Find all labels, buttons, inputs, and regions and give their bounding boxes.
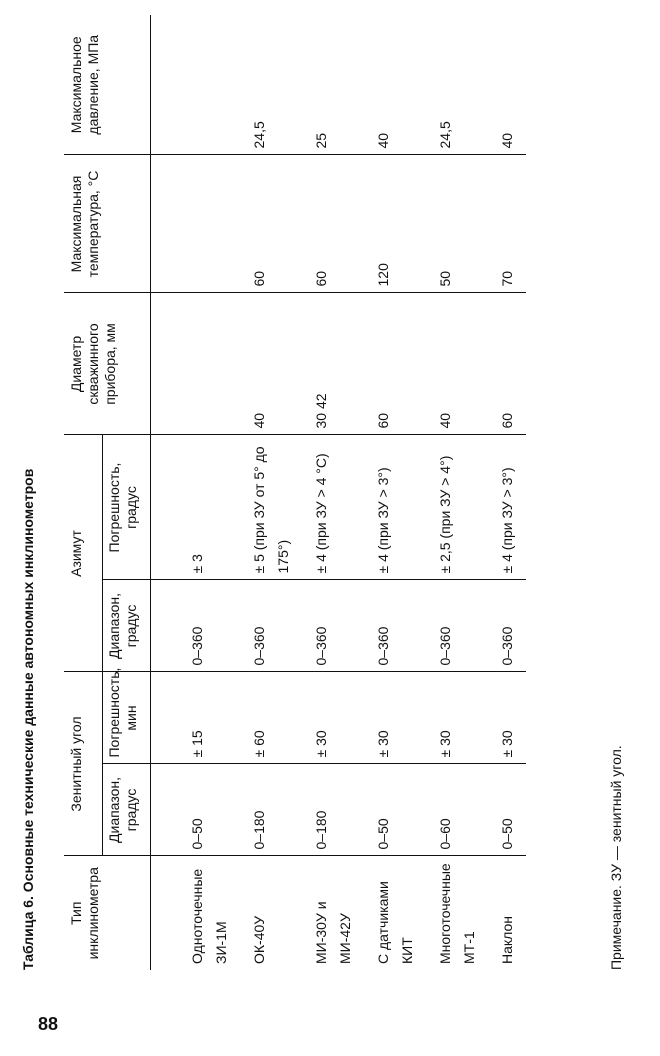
header-temperature: Максимальная температура, °С (64, 155, 151, 293)
cell-zenith-error: ± 60 (240, 672, 302, 764)
cell-type: Одноточечные ЗИ-1М (189, 868, 229, 964)
header-azimuth-error: Погрешность, градус (103, 435, 151, 580)
cell-pressure: 24,5 (240, 15, 302, 155)
table-row (426, 15, 488, 970)
cell-azimuth-error: ± 4 (при ЗУ > 4 °С) (302, 435, 364, 580)
cell-zenith-range: 0–180 (302, 764, 364, 856)
cell-pressure: 24,5 (426, 15, 488, 155)
table-row (488, 15, 526, 970)
rotated-page-content (20, 10, 640, 970)
table-row (302, 15, 364, 970)
cell-diameter: 60 (488, 293, 526, 435)
header-zenith-error: Погрешность, мин (103, 672, 151, 764)
header-azimuth-range: Диапазон, градус (103, 580, 151, 672)
header-pressure: Максимальное давление, МПа (64, 15, 151, 155)
table-row (240, 15, 302, 970)
header-azimuth-group: Азимут (64, 435, 103, 672)
cell-temperature (151, 155, 241, 293)
header-zenith-group: Зенитный угол (64, 672, 103, 856)
cell-type: Наклон (499, 915, 515, 964)
header-type: Тип инклинометра (64, 856, 151, 970)
cell-diameter: 60 (364, 293, 426, 435)
cell-zenith-range: 0–180 (240, 764, 302, 856)
table-title: Таблица 6. Основные технические данные автономных инклинометров (20, 468, 36, 970)
cell-temperature: 60 (302, 155, 364, 293)
cell-zenith-range: 0–50 (364, 764, 426, 856)
page-number: 88 (38, 1014, 59, 1034)
cell-azimuth-range: 0–360 (151, 580, 241, 672)
cell-azimuth-range: 0–360 (302, 580, 364, 672)
cell-diameter: 30 42 (302, 293, 364, 435)
cell-diameter (151, 293, 241, 435)
cell-diameter: 40 (240, 293, 302, 435)
cell-zenith-error: ± 30 (302, 672, 364, 764)
cell-azimuth-error: ± 4 (при ЗУ > 3°) (488, 435, 526, 580)
cell-zenith-error: ± 30 (364, 672, 426, 764)
cell-diameter: 40 (426, 293, 488, 435)
cell-azimuth-range: 0–360 (426, 580, 488, 672)
table-note: Примечание. ЗУ — зенитный угол. (608, 745, 624, 970)
cell-zenith-range: 0–60 (426, 764, 488, 856)
cell-temperature: 60 (240, 155, 302, 293)
cell-temperature: 70 (488, 155, 526, 293)
cell-azimuth-range: 0–360 (488, 580, 526, 672)
cell-azimuth-error: ± 5 (при ЗУ от 5° до 175°) (240, 435, 302, 580)
cell-zenith-range: 0–50 (488, 764, 526, 856)
cell-zenith-error: ± 30 (488, 672, 526, 764)
cell-type: Многоточечные МТ-1 (437, 863, 477, 964)
cell-pressure: 40 (488, 15, 526, 155)
cell-azimuth-error: ± 3 (151, 435, 241, 580)
cell-zenith-error: ± 30 (426, 672, 488, 764)
table-row (151, 15, 241, 970)
cell-pressure (151, 15, 241, 155)
cell-pressure: 25 (302, 15, 364, 155)
cell-azimuth-range: 0–360 (364, 580, 426, 672)
cell-type: ОК-40У (251, 915, 267, 964)
header-zenith-range: Диапазон, градус (103, 764, 151, 856)
cell-temperature: 120 (364, 155, 426, 293)
table-row (364, 15, 426, 970)
cell-type: С датчиками КИТ (375, 881, 415, 964)
cell-zenith-error: ± 15 (151, 672, 241, 764)
cell-pressure: 40 (364, 15, 426, 155)
header-diameter: Диаметр скважинного прибора, мм (64, 293, 151, 435)
cell-azimuth-range: 0–360 (240, 580, 302, 672)
cell-zenith-range: 0–50 (151, 764, 241, 856)
cell-temperature: 50 (426, 155, 488, 293)
inclinometer-specs-table (64, 15, 526, 970)
cell-azimuth-error: ± 2,5 (при ЗУ > 4°) (426, 435, 488, 580)
cell-azimuth-error: ± 4 (при ЗУ > 3°) (364, 435, 426, 580)
cell-type: МИ-30У и МИ-42У (313, 901, 353, 964)
